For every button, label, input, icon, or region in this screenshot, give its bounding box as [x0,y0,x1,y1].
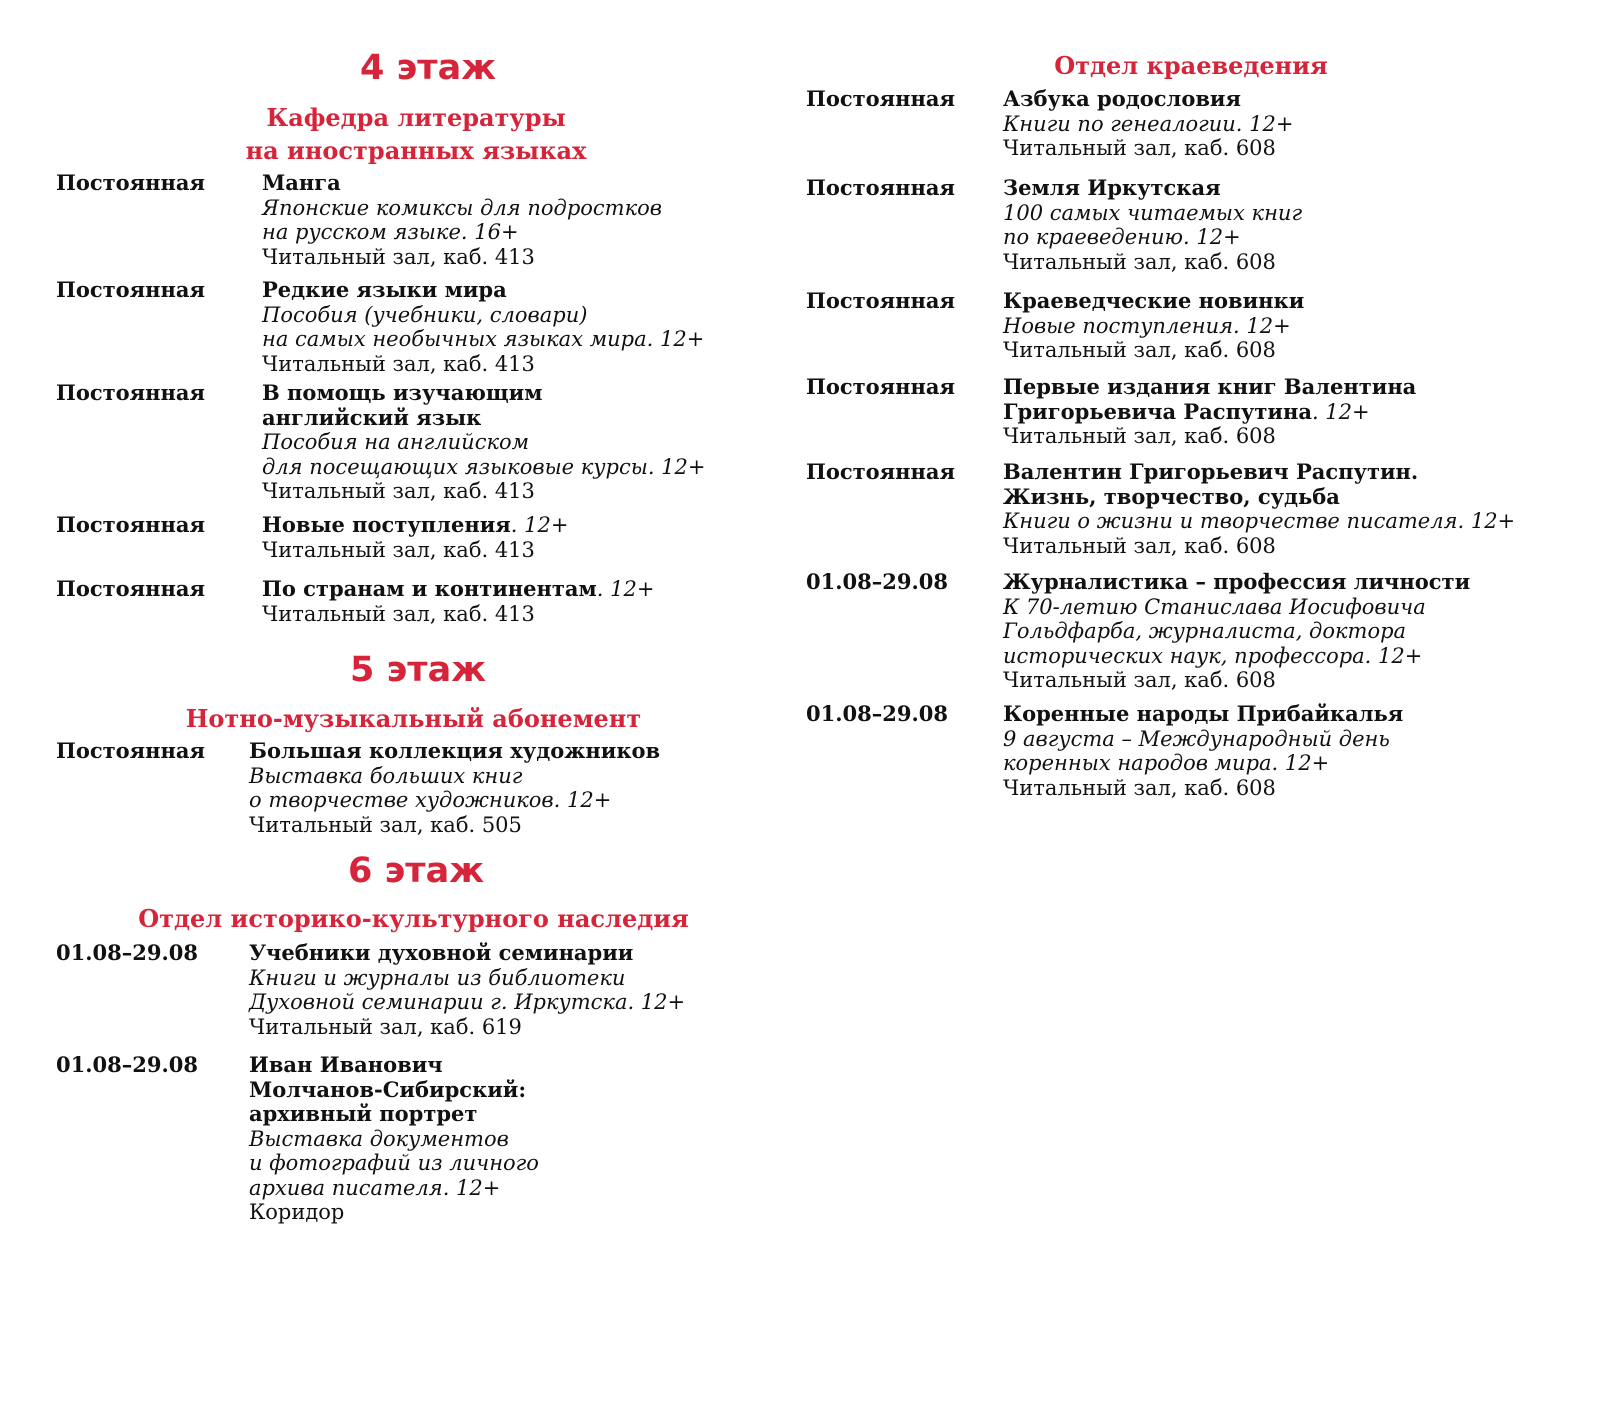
exhibit-location: Читальный зал, каб. 608 [1003,668,1276,692]
exhibit-description [262,430,705,479]
exhibit-body [249,1053,539,1225]
exhibit-title-line: Земля Иркутская [1003,175,1221,200]
exhibit-location: Читальный зал, каб. 608 [1003,338,1276,362]
exhibit-date: 01.08–29.08 [56,1052,199,1077]
exhibit-date: 01.08–29.08 [56,940,199,965]
exhibit-date: Постоянная [806,175,956,200]
exhibit-date: Постоянная [56,277,206,302]
exhibit-title-line: Первые издания книг Валентина [1003,374,1417,399]
exhibit-description [249,966,685,1015]
exhibit-location: Читальный зал, каб. 608 [1003,136,1276,160]
exhibit-date: Постоянная [56,380,206,405]
exhibit-date: 01.08–29.08 [806,701,949,726]
exhibit-description-line: по краеведению. 12+ [1003,225,1241,249]
exhibit-body [1003,460,1515,558]
exhibit-description [1003,595,1470,669]
dept-line: Кафедра литературы [266,103,566,132]
dept-heritage-heading [56,902,771,935]
exhibit-body [1003,176,1302,274]
exhibit-title [249,739,660,764]
exhibit-description-line: и фотографий из личного [249,1151,539,1175]
exhibit-body [1003,570,1470,693]
exhibit-description-line: Гольдфарба, журналиста, доктора [1003,619,1407,643]
exhibit-date: Постоянная [806,288,956,313]
exhibit-title-line: Редкие языки мира [262,277,507,302]
exhibit-description [1003,727,1403,776]
exhibit-location: Коридор [249,1200,345,1224]
exhibit-title-line: Краеведческие новинки [1003,288,1305,313]
floor-5-heading: 5 этаж [350,650,487,690]
exhibit-description [1003,112,1293,137]
exhibit-body [1003,87,1293,161]
exhibit-body [1003,289,1304,363]
exhibit-title [1003,570,1470,595]
exhibit-date: Постоянная [806,86,956,111]
exhibit-description-line: 9 августа – Международный день [1003,726,1390,751]
exhibit-description-line: о творчестве художников. 12+ [249,788,612,812]
exhibit-body [262,381,705,504]
exhibit-description-line: Книги и журналы из библиотеки [249,965,626,990]
exhibit-description [1003,509,1515,534]
exhibit-description [249,1127,539,1201]
exhibit-title [262,381,705,430]
exhibit-description [1003,201,1302,250]
exhibit-date: 01.08–29.08 [806,569,949,594]
dept-line: Нотно-музыкальный абонемент [185,704,642,733]
exhibit-description [262,303,704,352]
age-rating: . 12+ [1311,399,1370,424]
exhibit-title [249,941,685,966]
exhibit-title-line: Большая коллекция художников [249,738,661,763]
exhibit-date: Постоянная [56,576,206,601]
exhibit-description-line: коренных народов мира. 12+ [1003,751,1330,775]
exhibit-title-line: В помощь изучающим [262,380,543,405]
floor-4-heading: 4 этаж [360,48,497,88]
exhibit-body [1003,702,1403,800]
exhibit-body [1003,375,1416,449]
dept-line: Отдел историко-культурного наследия [138,904,689,933]
exhibit-description-line: на русском языке. 16+ [262,220,519,244]
exhibit-location: Читальный зал, каб. 608 [1003,424,1276,448]
exhibit-title-line: Григорьевича Распутина [1003,398,1312,424]
exhibit-description-line: Выставка документов [249,1126,509,1151]
exhibit-location: Читальный зал, каб. 608 [1003,249,1276,274]
age-rating: . 12+ [510,513,569,537]
exhibit-title [262,577,654,602]
exhibit-title [262,513,568,538]
exhibit-description-line: Книги о жизни и творчестве писателя. 12+ [1003,509,1516,533]
exhibit-title-line: Журналистика – профессия личности [1003,569,1471,594]
exhibit-body [249,739,660,837]
dept-foreign-heading [56,101,776,167]
exhibit-title-line: Валентин Григорьевич Распутин. [1003,459,1419,484]
exhibit-description-line: Выставка больших книг [249,763,523,788]
exhibit-location: Читальный зал, каб. 413 [262,351,535,376]
exhibit-description-line: Японские комиксы для подростков [262,195,662,220]
exhibit-description-line: исторических наук, профессора. 12+ [1003,643,1423,668]
exhibit-title [1003,87,1293,112]
exhibit-title [1003,375,1416,424]
exhibit-description-line: Пособия на английском [262,430,530,454]
exhibit-title [262,171,662,196]
exhibit-location: Читальный зал, каб. 505 [249,812,522,837]
exhibit-title-line: Коренные народы Прибайкалья [1003,701,1404,726]
exhibit-location: Читальный зал, каб. 608 [1003,533,1276,558]
exhibit-location: Читальный зал, каб. 608 [1003,775,1276,800]
dept-music-heading [56,702,771,735]
exhibit-title-line: Молчанов-Сибирский: [249,1076,527,1102]
exhibit-date: Постоянная [56,512,206,537]
exhibit-title [1003,289,1304,314]
exhibit-description-line: архива писателя. 12+ [249,1175,501,1200]
exhibit-body [262,577,654,626]
exhibit-location: Читальный зал, каб. 413 [262,601,535,626]
exhibit-date: Постоянная [56,170,206,195]
exhibit-title-line: Иван Иванович [249,1052,443,1077]
exhibit-title [1003,702,1403,727]
exhibit-description [262,196,662,245]
exhibit-location: Читальный зал, каб. 619 [249,1014,522,1039]
exhibit-body [262,278,704,376]
floor-6-heading: 6 этаж [348,851,485,891]
exhibit-title [249,1053,539,1127]
exhibit-body [262,513,568,562]
exhibit-location: Читальный зал, каб. 413 [262,537,535,562]
exhibit-title [1003,176,1302,201]
exhibit-date: Постоянная [806,374,956,399]
exhibit-description-line: К 70-летию Станислава Иосифовича [1003,594,1426,619]
exhibit-description-line: 100 самых читаемых книг [1003,200,1303,225]
exhibit-location: Читальный зал, каб. 413 [262,479,535,503]
exhibit-title-line: Манга [262,170,341,195]
exhibit-description-line: на самых необычных языках мира. 12+ [262,327,705,351]
exhibit-description-line: Новые поступления. 12+ [1003,313,1291,338]
exhibit-title-line: Учебники духовной семинарии [249,940,634,965]
age-rating: . 12+ [596,577,655,601]
exhibit-description-line: Книги по генеалогии. 12+ [1003,111,1294,136]
exhibit-title [262,278,704,303]
exhibit-title-line: По странам и континентам [262,576,597,601]
exhibit-title-line: Жизнь, творчество, судьба [1003,483,1340,509]
exhibit-description [1003,314,1304,339]
exhibit-description-line: Духовной семинарии г. Иркутска. 12+ [249,990,686,1014]
exhibit-body [262,171,662,269]
exhibit-date: Постоянная [806,459,956,484]
exhibit-description-line: для посещающих языковые курсы. 12+ [262,454,706,479]
exhibit-title-line: архивный портрет [249,1101,478,1126]
exhibit-description [249,764,660,813]
exhibit-body [249,941,685,1039]
dept-line: на иностранных языках [245,136,587,165]
exhibit-date: Постоянная [56,738,206,763]
exhibit-title [1003,460,1515,509]
exhibit-description-line: Пособия (учебники, словари) [262,302,588,327]
dept-local-heading [806,49,1576,82]
dept-line: Отдел краеведения [1054,51,1328,80]
exhibit-title-line: английский язык [262,404,482,430]
exhibit-title-line: Новые поступления [262,512,511,537]
exhibit-title-line: Азбука родословия [1003,86,1242,111]
exhibit-location: Читальный зал, каб. 413 [262,244,535,269]
